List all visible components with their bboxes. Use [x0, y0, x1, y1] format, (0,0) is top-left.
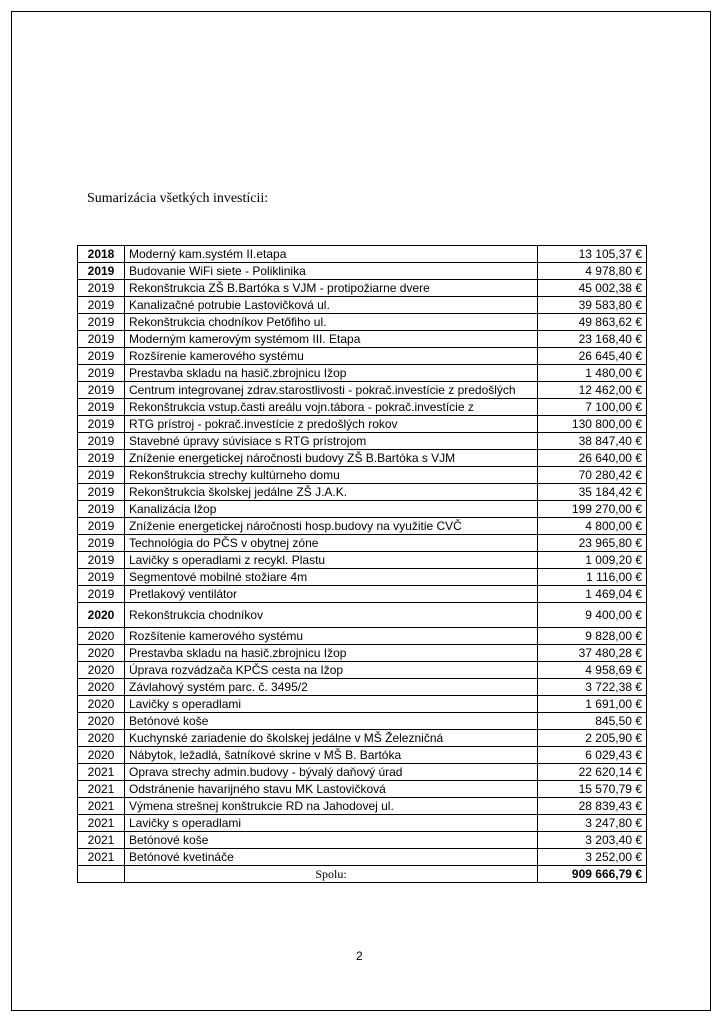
- amount-cell: 199 270,00 €: [538, 501, 647, 518]
- year-cell: 2020: [78, 696, 125, 713]
- amount-cell: 130 800,00 €: [538, 416, 647, 433]
- table-row: [78, 331, 647, 348]
- table-row: [78, 849, 647, 866]
- investments-table-body: [78, 246, 647, 883]
- amount-cell: 26 645,40 €: [538, 348, 647, 365]
- table-row: [78, 365, 647, 382]
- amount-cell: 3 252,00 €: [538, 849, 647, 866]
- amount-cell: 38 847,40 €: [538, 433, 647, 450]
- year-cell: 2021: [78, 798, 125, 815]
- table-row: [78, 815, 647, 832]
- total-empty-cell: [78, 866, 125, 883]
- table-row: [78, 297, 647, 314]
- amount-cell: 37 480,28 €: [538, 645, 647, 662]
- amount-cell: 9 828,00 €: [538, 628, 647, 645]
- amount-cell: 26 640,00 €: [538, 450, 647, 467]
- amount-cell: 39 583,80 €: [538, 297, 647, 314]
- description-cell: Prestavba skladu na hasič.zbrojnicu Ižop: [125, 645, 538, 662]
- description-cell: Oprava strechy admin.budovy - bývalý daňový úrad: [125, 764, 538, 781]
- table-row: [78, 535, 647, 552]
- total-amount: 909 666,79 €: [538, 866, 647, 883]
- amount-cell: 23 168,40 €: [538, 331, 647, 348]
- table-row: [78, 314, 647, 331]
- year-cell: 2019: [78, 501, 125, 518]
- amount-cell: 23 965,80 €: [538, 535, 647, 552]
- year-cell: 2019: [78, 382, 125, 399]
- description-cell: Rozšítenie kamerového systému: [125, 628, 538, 645]
- year-cell: 2019: [78, 433, 125, 450]
- year-cell: 2020: [78, 747, 125, 764]
- year-cell: 2021: [78, 832, 125, 849]
- amount-cell: 4 978,80 €: [538, 263, 647, 280]
- year-cell: 2019: [78, 416, 125, 433]
- year-cell: 2019: [78, 399, 125, 416]
- description-cell: Úprava rozvádzača KPČS cesta na Ižop: [125, 662, 538, 679]
- table-row: [78, 832, 647, 849]
- table-row: [78, 348, 647, 365]
- table-row: [78, 586, 647, 603]
- description-cell: Rekonštrukcia chodníkov: [125, 603, 538, 628]
- description-cell: Kanalizácia Ižop: [125, 501, 538, 518]
- amount-cell: 13 105,37 €: [538, 246, 647, 263]
- summary-heading: Sumarizácia všetkých investícii:: [87, 191, 269, 206]
- description-cell: Betónové koše: [125, 832, 538, 849]
- description-cell: Rekonštrukcia strechy kultúrneho domu: [125, 467, 538, 484]
- amount-cell: 3 247,80 €: [538, 815, 647, 832]
- amount-cell: 1 009,20 €: [538, 552, 647, 569]
- amount-cell: 1 116,00 €: [538, 569, 647, 586]
- year-cell: 2019: [78, 331, 125, 348]
- table-row: [78, 416, 647, 433]
- year-cell: 2019: [78, 314, 125, 331]
- year-cell: 2021: [78, 781, 125, 798]
- table-row: [78, 747, 647, 764]
- description-cell: Lavičky s operadlami: [125, 696, 538, 713]
- year-cell: 2020: [78, 730, 125, 747]
- description-cell: Moderným kamerovým systémom III. Etapa: [125, 331, 538, 348]
- table-row: [78, 798, 647, 815]
- page-number: 2: [356, 949, 363, 963]
- year-cell: 2019: [78, 552, 125, 569]
- amount-cell: 4 800,00 €: [538, 518, 647, 535]
- description-cell: Kuchynské zariadenie do školskej jedálne v MŠ Železničná: [125, 730, 538, 747]
- table-row: [78, 696, 647, 713]
- year-cell: 2019: [78, 467, 125, 484]
- year-cell: 2020: [78, 679, 125, 696]
- description-cell: Nábytok, ležadlá, šatníkové skrine v MŠ B. Bartóka: [125, 747, 538, 764]
- description-cell: Rekonštrukcia vstup.časti areálu vojn.tábora - pokrač.investície z: [125, 399, 538, 416]
- amount-cell: 3 722,38 €: [538, 679, 647, 696]
- year-cell: 2020: [78, 662, 125, 679]
- description-cell: Prestavba skladu na hasič.zbrojnicu Ižop: [125, 365, 538, 382]
- amount-cell: 35 184,42 €: [538, 484, 647, 501]
- table-row: [78, 628, 647, 645]
- year-cell: 2019: [78, 297, 125, 314]
- description-cell: Výmena strešnej konštrukcie RD na Jahodovej ul.: [125, 798, 538, 815]
- description-cell: Betónové kvetináče: [125, 849, 538, 866]
- description-cell: Zníženie energetickej náročnosti hosp.budovy na využitie CVČ: [125, 518, 538, 535]
- description-cell: RTG prístroj - pokrač.investície z predošlých rokov: [125, 416, 538, 433]
- description-cell: Rozšírenie kamerového systému: [125, 348, 538, 365]
- table-row: [78, 399, 647, 416]
- description-cell: Rekonštrukcia ZŠ B.Bartóka s VJM - protipožiarne dvere: [125, 280, 538, 297]
- table-row: [78, 518, 647, 535]
- description-cell: Centrum integrovanej zdrav.starostlivosti - pokrač.investície z predošlých: [125, 382, 538, 399]
- description-cell: Budovanie WiFi siete - Poliklinika: [125, 263, 538, 280]
- table-row: [78, 603, 647, 628]
- year-cell: 2019: [78, 484, 125, 501]
- table-row: [78, 713, 647, 730]
- description-cell: Stavebné úpravy súvisiace s RTG prístrojom: [125, 433, 538, 450]
- table-row: [78, 679, 647, 696]
- amount-cell: 3 203,40 €: [538, 832, 647, 849]
- year-cell: 2019: [78, 535, 125, 552]
- description-cell: Moderný kam.systém II.etapa: [125, 246, 538, 263]
- description-cell: Segmentové mobilné stožiare 4m: [125, 569, 538, 586]
- total-label: Spolu:: [125, 866, 538, 883]
- year-cell: 2021: [78, 849, 125, 866]
- total-row: [78, 866, 647, 883]
- amount-cell: 22 620,14 €: [538, 764, 647, 781]
- table-row: [78, 246, 647, 263]
- year-cell: 2020: [78, 603, 125, 628]
- year-cell: 2021: [78, 764, 125, 781]
- amount-cell: 70 280,42 €: [538, 467, 647, 484]
- year-cell: 2021: [78, 815, 125, 832]
- amount-cell: 49 863,62 €: [538, 314, 647, 331]
- year-cell: 2019: [78, 518, 125, 535]
- description-cell: Rekonštrukcia chodníkov Petőfiho ul.: [125, 314, 538, 331]
- table-row: [78, 382, 647, 399]
- amount-cell: 1 469,04 €: [538, 586, 647, 603]
- investments-table: [77, 245, 647, 883]
- year-cell: 2020: [78, 713, 125, 730]
- description-cell: Betónové koše: [125, 713, 538, 730]
- table-row: [78, 569, 647, 586]
- description-cell: Pretlakový ventilátor: [125, 586, 538, 603]
- table-row: [78, 645, 647, 662]
- description-cell: Závlahový systém parc. č. 3495/2: [125, 679, 538, 696]
- table-row: [78, 662, 647, 679]
- table-row: [78, 730, 647, 747]
- description-cell: Lavičky s operadlami: [125, 815, 538, 832]
- description-cell: Odstránenie havarijného stavu MK Lastovičková: [125, 781, 538, 798]
- year-cell: 2019: [78, 450, 125, 467]
- year-cell: 2019: [78, 569, 125, 586]
- table-row: [78, 552, 647, 569]
- year-cell: 2019: [78, 348, 125, 365]
- description-cell: Zníženie energetickej náročnosti budovy ZŠ B.Bartóka s VJM: [125, 450, 538, 467]
- amount-cell: 7 100,00 €: [538, 399, 647, 416]
- amount-cell: 15 570,79 €: [538, 781, 647, 798]
- description-cell: Kanalizačné potrubie Lastovičková ul.: [125, 297, 538, 314]
- year-cell: 2019: [78, 280, 125, 297]
- year-cell: 2019: [78, 586, 125, 603]
- description-cell: Technológia do PČS v obytnej zóne: [125, 535, 538, 552]
- table-row: [78, 467, 647, 484]
- amount-cell: 12 462,00 €: [538, 382, 647, 399]
- amount-cell: 9 400,00 €: [538, 603, 647, 628]
- year-cell: 2018: [78, 246, 125, 263]
- table-row: [78, 484, 647, 501]
- amount-cell: 1 480,00 €: [538, 365, 647, 382]
- year-cell: 2019: [78, 365, 125, 382]
- table-row: [78, 433, 647, 450]
- amount-cell: 28 839,43 €: [538, 798, 647, 815]
- year-cell: 2020: [78, 645, 125, 662]
- table-row: [78, 263, 647, 280]
- amount-cell: 45 002,38 €: [538, 280, 647, 297]
- table-row: [78, 501, 647, 518]
- amount-cell: 2 205,90 €: [538, 730, 647, 747]
- year-cell: 2020: [78, 628, 125, 645]
- table-row: [78, 450, 647, 467]
- amount-cell: 4 958,69 €: [538, 662, 647, 679]
- table-row: [78, 764, 647, 781]
- amount-cell: 1 691,00 €: [538, 696, 647, 713]
- amount-cell: 6 029,43 €: [538, 747, 647, 764]
- description-cell: Lavičky s operadlami z recykl. Plastu: [125, 552, 538, 569]
- table-row: [78, 280, 647, 297]
- table-row: [78, 781, 647, 798]
- year-cell: 2019: [78, 263, 125, 280]
- amount-cell: 845,50 €: [538, 713, 647, 730]
- description-cell: Rekonštrukcia školskej jedálne ZŠ J.A.K.: [125, 484, 538, 501]
